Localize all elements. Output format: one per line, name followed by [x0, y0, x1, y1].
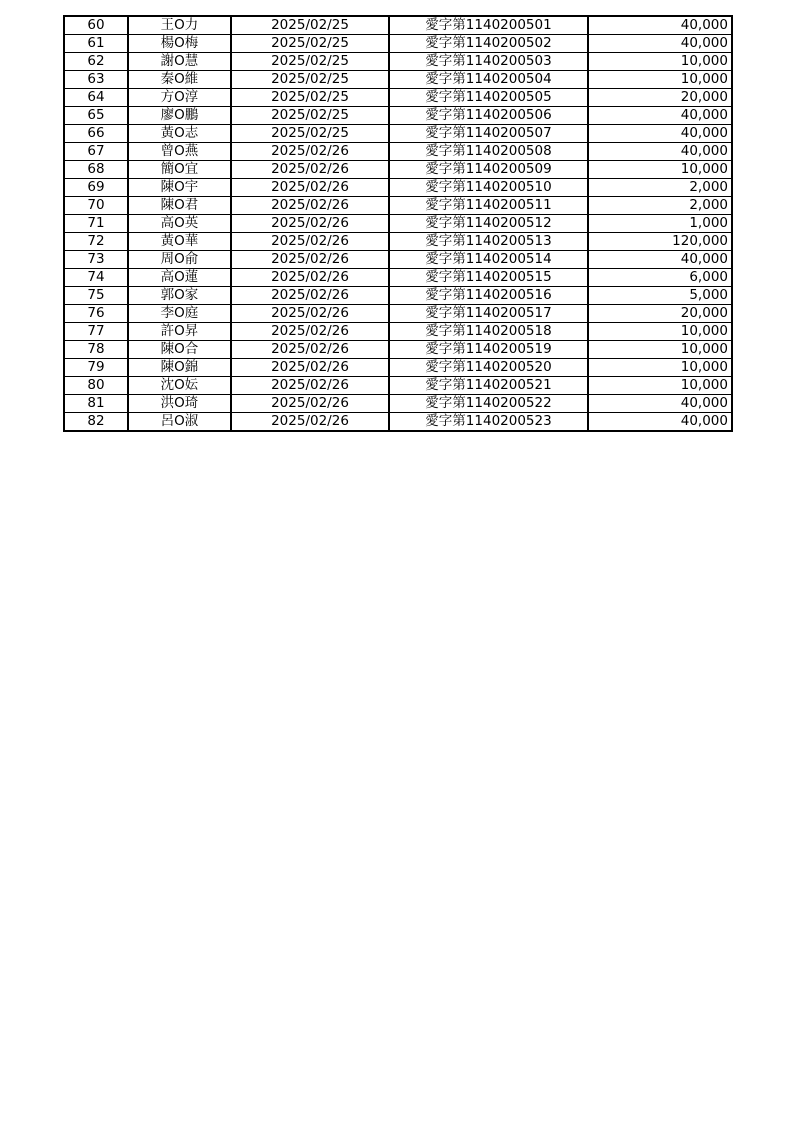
donor-name-cell: 郭O家 — [128, 287, 231, 305]
row-number-cell: 67 — [64, 143, 128, 161]
amount-cell: 10,000 — [588, 71, 732, 89]
date-cell: 2025/02/26 — [231, 143, 389, 161]
donor-name-cell: 陳O錦 — [128, 359, 231, 377]
donation-table — [63, 15, 733, 432]
date-cell: 2025/02/26 — [231, 197, 389, 215]
date-cell: 2025/02/26 — [231, 287, 389, 305]
amount-cell: 40,000 — [588, 16, 732, 35]
amount-cell: 40,000 — [588, 251, 732, 269]
amount-cell: 40,000 — [588, 125, 732, 143]
receipt-number-cell: 愛字第1140200521 — [389, 377, 588, 395]
date-cell: 2025/02/26 — [231, 305, 389, 323]
donor-name-cell: 李O庭 — [128, 305, 231, 323]
row-number-cell: 75 — [64, 287, 128, 305]
table-row — [64, 71, 732, 89]
receipt-number-cell: 愛字第1140200515 — [389, 269, 588, 287]
donor-name-cell: 高O蓮 — [128, 269, 231, 287]
table-row — [64, 359, 732, 377]
row-number-cell: 69 — [64, 179, 128, 197]
amount-cell: 120,000 — [588, 233, 732, 251]
amount-cell: 2,000 — [588, 179, 732, 197]
donor-name-cell: 方O淳 — [128, 89, 231, 107]
row-number-cell: 76 — [64, 305, 128, 323]
receipt-number-cell: 愛字第1140200503 — [389, 53, 588, 71]
table-row — [64, 395, 732, 413]
table-row — [64, 179, 732, 197]
table-row — [64, 161, 732, 179]
receipt-number-cell: 愛字第1140200520 — [389, 359, 588, 377]
date-cell: 2025/02/26 — [231, 395, 389, 413]
row-number-cell: 77 — [64, 323, 128, 341]
date-cell: 2025/02/26 — [231, 269, 389, 287]
row-number-cell: 80 — [64, 377, 128, 395]
donor-name-cell: 洪O琦 — [128, 395, 231, 413]
donor-name-cell: 高O英 — [128, 215, 231, 233]
row-number-cell: 79 — [64, 359, 128, 377]
date-cell: 2025/02/26 — [231, 413, 389, 432]
row-number-cell: 71 — [64, 215, 128, 233]
amount-cell: 6,000 — [588, 269, 732, 287]
amount-cell: 10,000 — [588, 377, 732, 395]
row-number-cell: 64 — [64, 89, 128, 107]
table-row — [64, 125, 732, 143]
table-row — [64, 53, 732, 71]
row-number-cell: 68 — [64, 161, 128, 179]
donor-name-cell: 謝O慧 — [128, 53, 231, 71]
receipt-number-cell: 愛字第1140200504 — [389, 71, 588, 89]
receipt-number-cell: 愛字第1140200516 — [389, 287, 588, 305]
receipt-number-cell: 愛字第1140200506 — [389, 107, 588, 125]
donor-name-cell: 黃O華 — [128, 233, 231, 251]
amount-cell: 10,000 — [588, 53, 732, 71]
date-cell: 2025/02/25 — [231, 71, 389, 89]
donor-name-cell: 曾O燕 — [128, 143, 231, 161]
table-row — [64, 305, 732, 323]
row-number-cell: 63 — [64, 71, 128, 89]
table-row — [64, 197, 732, 215]
row-number-cell: 70 — [64, 197, 128, 215]
receipt-number-cell: 愛字第1140200523 — [389, 413, 588, 432]
table-row — [64, 341, 732, 359]
amount-cell: 20,000 — [588, 305, 732, 323]
receipt-number-cell: 愛字第1140200519 — [389, 341, 588, 359]
amount-cell: 1,000 — [588, 215, 732, 233]
row-number-cell: 61 — [64, 35, 128, 53]
donor-name-cell: 陳O宇 — [128, 179, 231, 197]
table-row — [64, 377, 732, 395]
date-cell: 2025/02/25 — [231, 89, 389, 107]
donor-name-cell: 王O力 — [128, 16, 231, 35]
donor-name-cell: 秦O維 — [128, 71, 231, 89]
receipt-number-cell: 愛字第1140200501 — [389, 16, 588, 35]
donor-name-cell: 黃O志 — [128, 125, 231, 143]
date-cell: 2025/02/26 — [231, 179, 389, 197]
receipt-number-cell: 愛字第1140200522 — [389, 395, 588, 413]
table-row — [64, 287, 732, 305]
receipt-number-cell: 愛字第1140200517 — [389, 305, 588, 323]
donor-name-cell: 廖O鵬 — [128, 107, 231, 125]
donor-name-cell: 許O昇 — [128, 323, 231, 341]
amount-cell: 2,000 — [588, 197, 732, 215]
date-cell: 2025/02/26 — [231, 215, 389, 233]
date-cell: 2025/02/26 — [231, 341, 389, 359]
date-cell: 2025/02/26 — [231, 323, 389, 341]
date-cell: 2025/02/25 — [231, 125, 389, 143]
receipt-number-cell: 愛字第1140200505 — [389, 89, 588, 107]
row-number-cell: 74 — [64, 269, 128, 287]
amount-cell: 10,000 — [588, 161, 732, 179]
amount-cell: 40,000 — [588, 395, 732, 413]
table-row — [64, 269, 732, 287]
receipt-number-cell: 愛字第1140200518 — [389, 323, 588, 341]
date-cell: 2025/02/25 — [231, 16, 389, 35]
date-cell: 2025/02/26 — [231, 161, 389, 179]
row-number-cell: 82 — [64, 413, 128, 432]
table-row — [64, 107, 732, 125]
donor-name-cell: 楊O梅 — [128, 35, 231, 53]
donor-name-cell: 陳O君 — [128, 197, 231, 215]
row-number-cell: 78 — [64, 341, 128, 359]
date-cell: 2025/02/25 — [231, 107, 389, 125]
row-number-cell: 72 — [64, 233, 128, 251]
amount-cell: 5,000 — [588, 287, 732, 305]
amount-cell: 40,000 — [588, 107, 732, 125]
table-row — [64, 215, 732, 233]
donor-name-cell: 沈O妘 — [128, 377, 231, 395]
table-row — [64, 35, 732, 53]
row-number-cell: 73 — [64, 251, 128, 269]
receipt-number-cell: 愛字第1140200513 — [389, 233, 588, 251]
amount-cell: 20,000 — [588, 89, 732, 107]
table-row — [64, 251, 732, 269]
donor-name-cell: 簡O宜 — [128, 161, 231, 179]
table-row — [64, 233, 732, 251]
table-row — [64, 413, 732, 432]
receipt-number-cell: 愛字第1140200514 — [389, 251, 588, 269]
table-row — [64, 143, 732, 161]
donor-name-cell: 呂O淑 — [128, 413, 231, 432]
table-row — [64, 16, 732, 35]
row-number-cell: 62 — [64, 53, 128, 71]
row-number-cell: 81 — [64, 395, 128, 413]
table-row — [64, 89, 732, 107]
row-number-cell: 65 — [64, 107, 128, 125]
date-cell: 2025/02/26 — [231, 233, 389, 251]
receipt-number-cell: 愛字第1140200512 — [389, 215, 588, 233]
receipt-number-cell: 愛字第1140200508 — [389, 143, 588, 161]
date-cell: 2025/02/26 — [231, 251, 389, 269]
date-cell: 2025/02/25 — [231, 53, 389, 71]
table-row — [64, 323, 732, 341]
date-cell: 2025/02/26 — [231, 359, 389, 377]
amount-cell: 10,000 — [588, 341, 732, 359]
table-body — [64, 16, 732, 431]
receipt-number-cell: 愛字第1140200507 — [389, 125, 588, 143]
donor-name-cell: 陳O合 — [128, 341, 231, 359]
receipt-number-cell: 愛字第1140200510 — [389, 179, 588, 197]
date-cell: 2025/02/25 — [231, 35, 389, 53]
amount-cell: 40,000 — [588, 413, 732, 432]
amount-cell: 40,000 — [588, 143, 732, 161]
amount-cell: 40,000 — [588, 35, 732, 53]
donor-name-cell: 周O俞 — [128, 251, 231, 269]
date-cell: 2025/02/26 — [231, 377, 389, 395]
receipt-number-cell: 愛字第1140200511 — [389, 197, 588, 215]
row-number-cell: 60 — [64, 16, 128, 35]
amount-cell: 10,000 — [588, 323, 732, 341]
amount-cell: 10,000 — [588, 359, 732, 377]
row-number-cell: 66 — [64, 125, 128, 143]
receipt-number-cell: 愛字第1140200509 — [389, 161, 588, 179]
receipt-number-cell: 愛字第1140200502 — [389, 35, 588, 53]
